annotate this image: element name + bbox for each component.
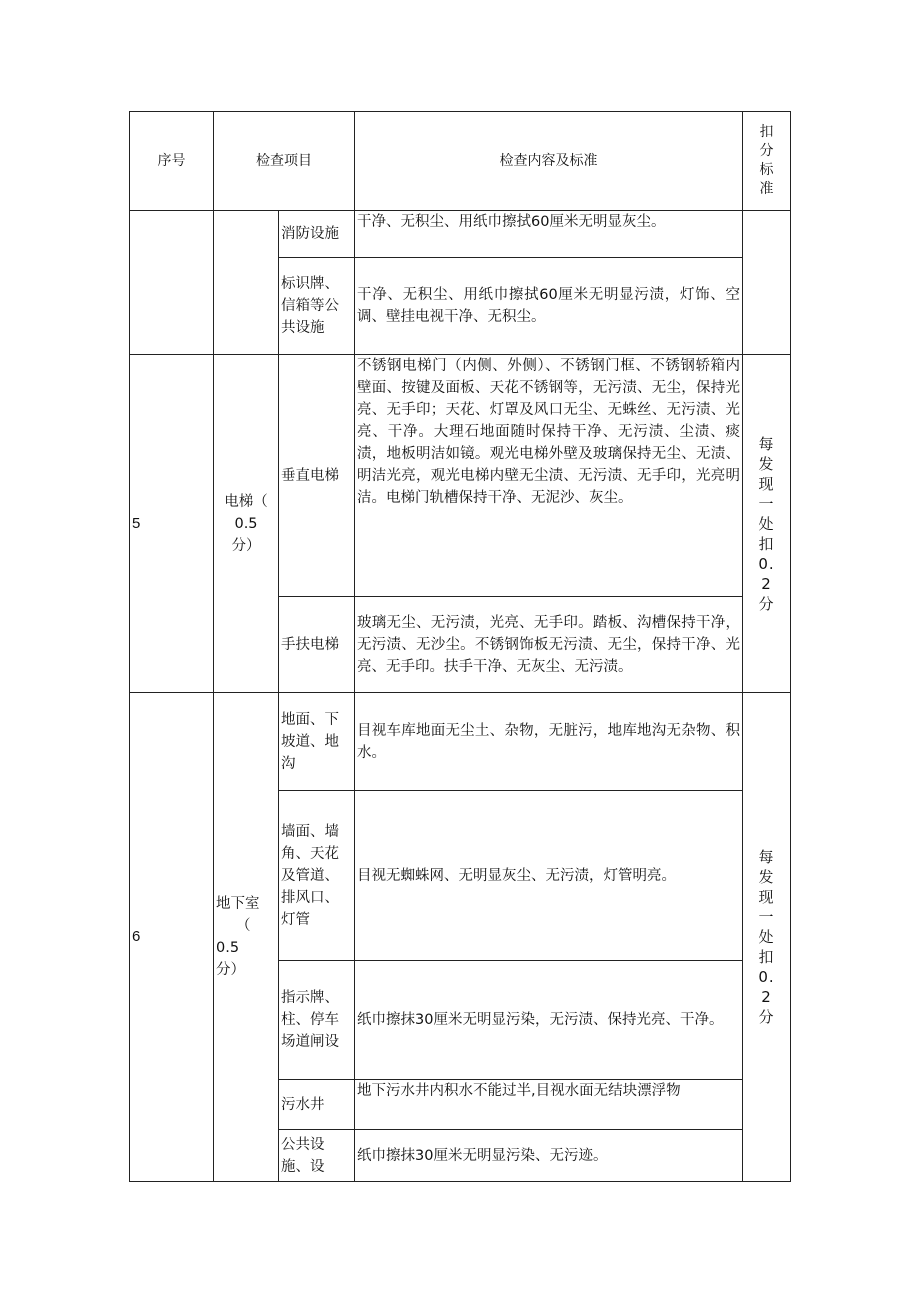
prev-deduct-cell [743,211,791,355]
header-deduct-text: 扣分标准 [759,124,774,197]
prev-seq-cell [130,211,214,355]
item-cell: 消防设施 [279,211,355,258]
standard-cell: 纸巾擦抹30厘米无明显污染、无污迹。 [355,1130,743,1182]
deduct-text: 每发现一处扣0.2分 [758,434,775,613]
item-cell: 标识牌、信箱等公共设施 [279,258,355,355]
deduct-cell [743,355,791,693]
deduct-cell [743,693,791,1182]
standard-cell: 目视无蜘蛛网、无明显灰尘、无污渍，灯管明亮。 [355,791,743,961]
header-row [130,112,791,211]
category-score: 0.5 [234,515,258,532]
group-number: 6 [130,693,214,1182]
table-row [130,211,791,258]
header-seq: 序号 [130,112,214,211]
group-number: 5 [130,355,214,693]
category-label: 地下室 [216,896,260,912]
prev-category-cell [214,211,279,355]
category-cell [214,693,279,1182]
category-label: 电梯（ [224,493,268,510]
header-deduct [743,112,791,211]
standard-cell: 玻璃无尘、无污渍，光亮、无手印。踏板、沟槽保持干净，无污渍、无沙尘。不锈钢饰板无污渍、无尘，保持干净、光亮、无手印。扶手干净、无灰尘、无污渍。 [355,597,743,693]
inspection-table [129,111,791,1182]
standard-cell: 目视车库地面无尘土、杂物，无脏污，地库地沟无杂物、积水。 [355,693,743,791]
table-row [130,693,791,791]
item-cell: 污水井 [279,1080,355,1130]
standard-cell: 干净、无积尘、用纸巾擦拭60厘米无明显污渍，灯饰、空调、壁挂电视干净、无积尘。 [355,258,743,355]
category-score: 0.5 [216,940,240,956]
item-cell: 垂直电梯 [279,355,355,597]
item-cell: 地面、下坡道、地沟 [279,693,355,791]
standard-cell: 不锈钢电梯门（内侧、外侧）、不锈钢门框、不锈钢轿箱内壁面、按键及面板、天花不锈钢等，无污渍、无尘，保持光亮、无手印；天花、灯罩及风口无尘、无蛛丝、无污渍、光亮、干净。大理石地面随时保持干净、无污渍、尘渍、痰渍，地板明洁如镜。观光电梯外壁及玻璃保持无尘、无渍、明洁光亮，观光电梯内壁无尘渍、无污渍、无手印，光亮明洁。电梯门轨槽保持干净、无泥沙、灰尘。 [355,355,743,597]
standard-cell: 地下污水井内积水不能过半,目视水面无结块漂浮物 [355,1080,743,1130]
category-cell [214,355,279,693]
table-row [130,355,791,597]
inspection-sheet [129,111,790,1182]
item-cell: 手扶电梯 [279,597,355,693]
item-cell: 指示牌、柱、停车场道闸设 [279,961,355,1080]
header-item: 检查项目 [214,112,355,211]
category-score-unit: 分） [231,537,261,554]
item-cell: 墙面、墙角、天花及管道、排风口、灯管 [279,791,355,961]
category-paren: （ [236,918,251,934]
item-cell: 公共设施、设 [279,1130,355,1182]
standard-cell: 纸巾擦抹30厘米无明显污染，无污渍、保持光亮、干净。 [355,961,743,1080]
deduct-text: 每发现一处扣0.2分 [758,848,775,1026]
standard-cell: 干净、无积尘、用纸巾擦拭60厘米无明显灰尘。 [355,211,743,258]
category-score-unit: 分） [216,962,245,978]
header-content: 检查内容及标准 [355,112,743,211]
